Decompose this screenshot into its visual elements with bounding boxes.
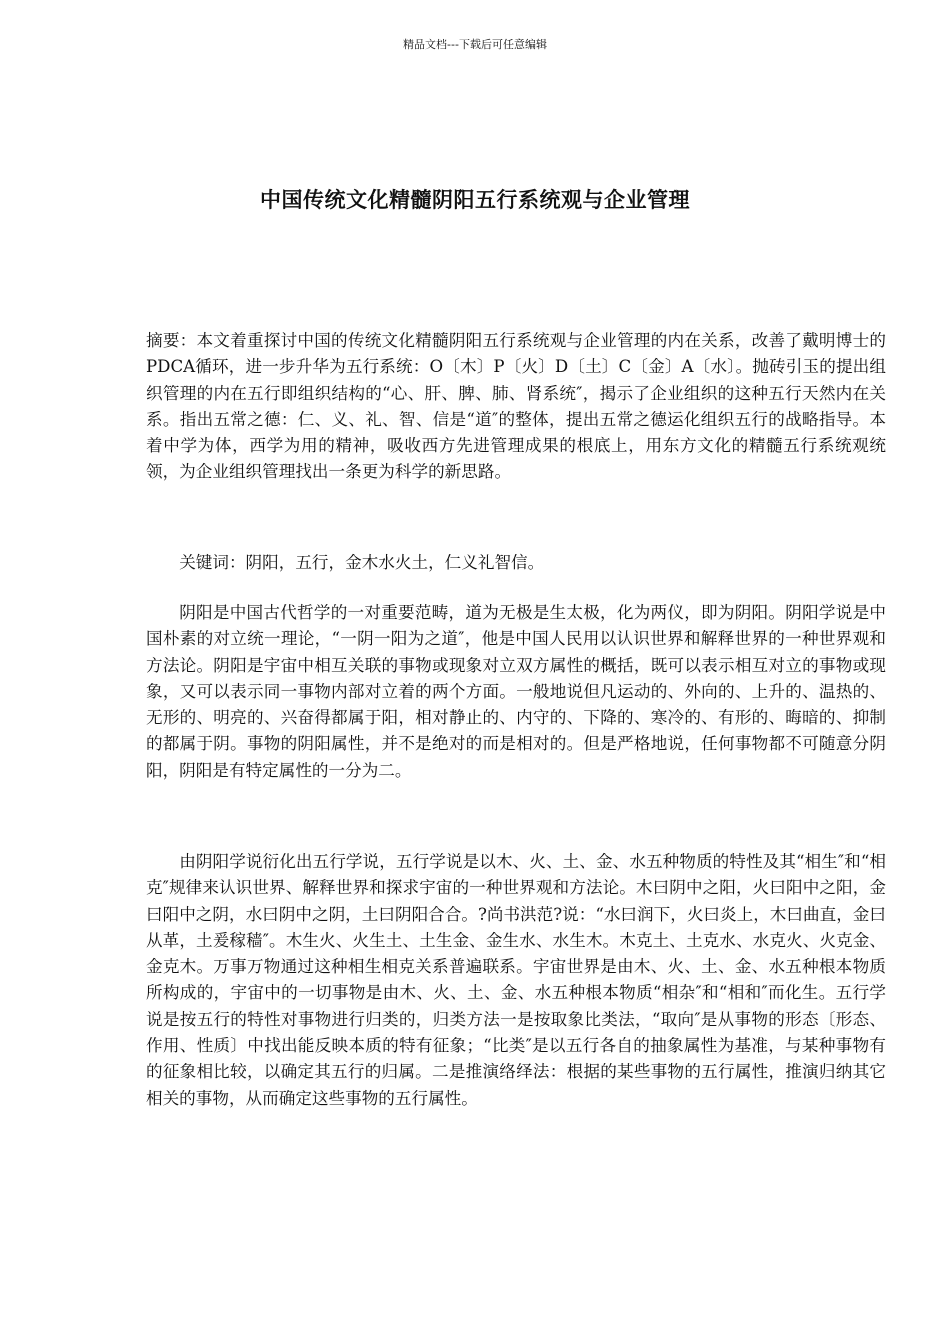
- document-title: 中国传统文化精髓阴阳五行系统观与企业管理: [260, 188, 690, 212]
- wuxing-paragraph: 由阴阳学说衍化出五行学说，五行学说是以木、火、土、金、水五种物质的特性及其“相生″和“相克″规律来认识世界、解释世界和探求宇宙的一种世界观和方法论。木曰阴中之阳，火曰阳中之阳，金曰阳中之阴，水曰阴中之阴，土曰阴阳合合。?尚书洪范?说：“水曰润下，火曰炎上，木曰曲直，金曰从革，土爰稼穑″。木生火、火生土、土生金、金生水、水生木。木克土、土克水、水克火、火克金、金克木。万事万物通过这种相生相克关系普遍联系。宇宙世界是由木、火、土、金、水五种根本物质所构成的，宇宙中的一切事物是由木、火、土、金、水五种根本物质“相杂″和“相和″而化生。五行学说是按五行的特性对事物进行归类的，归类方法一是按取象比类法，“取向″是从事物的形态〔形态、作用、性质〕中找出能反映本质的特有征象；“比类″是以五行各自的抽象属性为基准，与某种事物有的征象相比较，以确定其五行的归属。二是推演络绎法：根据的某些事物的五行属性，推演归纳其它相关的事物，从而确定这些事物的五行属性。: [146, 852, 886, 1108]
- page-header-note: 精品文档---下载后可任意编辑: [403, 38, 547, 51]
- keywords-paragraph: 关键词：阴阳，五行，金木水火土，仁义礼智信。: [179, 553, 545, 572]
- yinyang-paragraph: 阴阳是中国古代哲学的一对重要范畴，道为无极是生太极，化为两仪，即为阴阳。阴阳学说是中国朴素的对立统一理论，“一阴一阳为之道″，他是中国人民用以认识世界和解释世界的一种世界观和方法论。阴阳是宇宙中相互关联的事物或现象对立双方属性的概括，既可以表示相互对立的事物或现象，又可以表示同一事物内部对立着的两个方面。一般地说但凡运动的、外向的、上升的、温热的、无形的、明亮的、兴奋得都属于阳，相对静止的、内守的、下降的、寒冷的、有形的、晦暗的、抑制的都属于阴。事物的阴阳属性，并不是绝对的而是相对的。但是严格地说，任何事物都不可随意分阴阳，阴阳是有特定属性的一分为二。: [146, 603, 886, 780]
- abstract-paragraph: 摘要：本文着重探讨中国的传统文化精髓阴阳五行系统观与企业管理的内在关系，改善了戴明博士的PDCA循环，进一步升华为五行系统：O〔木〕P〔火〕D〔土〕C〔金〕A〔水〕。抛砖引玉的提出组织管理的内在五行即组织结构的“心、肝、脾、肺、肾系统″，揭示了企业组织的这种五行天然内在关系。指出五常之德：仁、义、礼、智、信是“道″的整体，提出五常之德运化组织五行的战略指导。本着中学为体，西学为用的精神，吸收西方先进管理成果的根底上，用东方文化的精髓五行系统观统领，为企业组织管理找出一条更为科学的新思路。: [146, 331, 886, 482]
